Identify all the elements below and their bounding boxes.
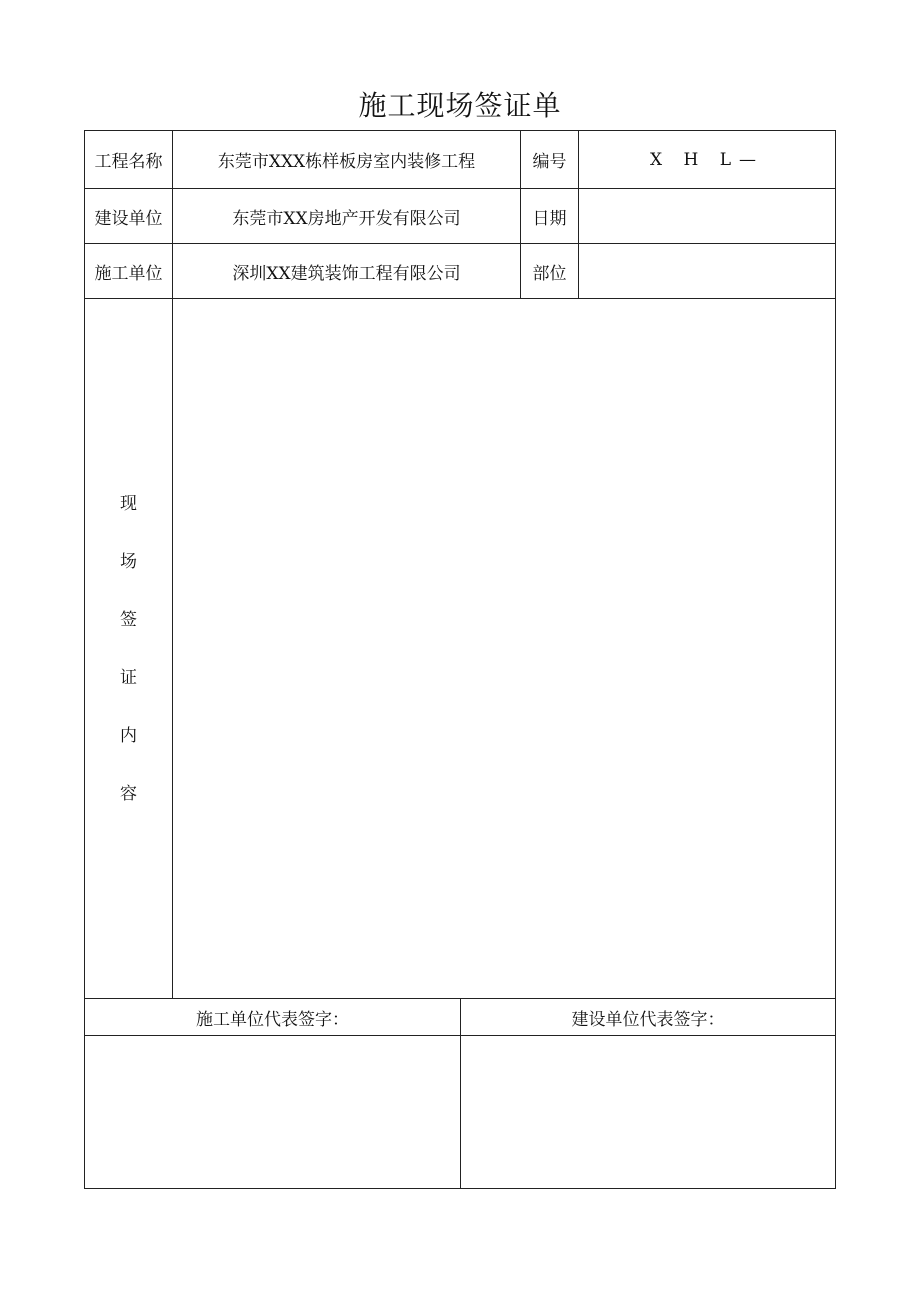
contractor-signature-area[interactable] [84, 1035, 461, 1189]
serial-number-value[interactable]: X H L— [578, 130, 836, 189]
content-label-char: 现 [120, 493, 137, 514]
owner-unit-value: 东莞市XX房地产开发有限公司 [172, 188, 521, 244]
contractor-signature-label: 施工单位代表签字： [84, 998, 461, 1036]
contractor-unit-label: 施工单位 [84, 243, 173, 299]
serial-number-label: 编号 [520, 130, 579, 189]
contractor-unit-value: 深圳XX建筑装饰工程有限公司 [172, 243, 521, 299]
content-label-char: 场 [120, 551, 137, 572]
date-field[interactable] [578, 188, 836, 244]
owner-signature-label: 建设单位代表签字： [460, 998, 836, 1036]
visa-content-label [84, 298, 173, 999]
owner-signature-area[interactable] [460, 1035, 836, 1189]
location-label: 部位 [520, 243, 579, 299]
location-field[interactable] [578, 243, 836, 299]
content-label-char: 签 [120, 609, 137, 630]
visa-content-area[interactable] [172, 298, 836, 999]
page-title: 施工现场签证单 [358, 89, 562, 122]
owner-unit-label: 建设单位 [84, 188, 173, 244]
content-label-char: 容 [120, 783, 137, 804]
project-name-value: 东莞市XXX栋样板房室内装修工程 [172, 130, 521, 189]
content-label-char: 证 [120, 667, 137, 688]
content-label-char: 内 [120, 725, 137, 746]
project-name-label: 工程名称 [84, 130, 173, 189]
visa-form [84, 130, 836, 1189]
date-label: 日期 [520, 188, 579, 244]
